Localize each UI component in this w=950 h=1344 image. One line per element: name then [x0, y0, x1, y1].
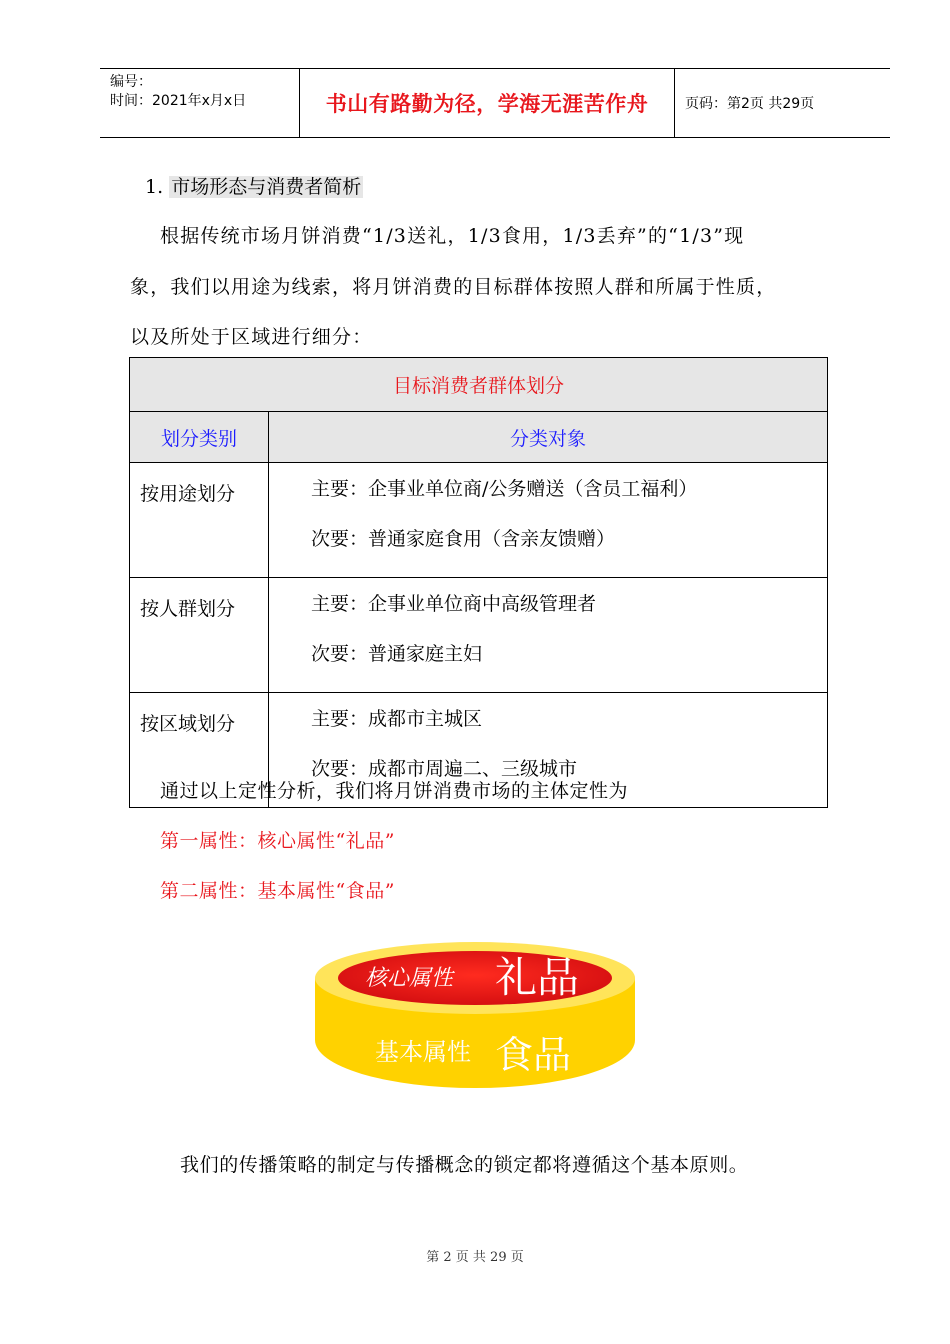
secondary-object: 次要：普通家庭主妇 — [311, 643, 483, 665]
time-label: 时间：2021年x月x日 — [110, 93, 247, 109]
analysis-intro: 通过以上定性分析，我们将月饼消费市场的主体定性为 — [160, 780, 629, 802]
intro-line-1: 根据传统市场月饼消费“1/3送礼，1/3食用，1/3丢弃”的“1/3”现 — [160, 225, 745, 247]
first-attribute: 第一属性：核心属性“礼品” — [160, 830, 395, 852]
intro-line-2: 象，我们以用途为线索，将月饼消费的目标群体按照人群和所属于性质， — [130, 276, 777, 298]
table-title: 目标消费者群体划分 — [130, 358, 828, 412]
intro-line-3: 以及所处于区域进行细分： — [130, 326, 373, 348]
closing-statement: 我们的传播策略的制定与传播概念的锁定都将遵循这个基本原则。 — [180, 1154, 749, 1176]
secondary-object: 次要：成都市周遍二、三级城市 — [311, 758, 578, 780]
header-meta — [100, 69, 300, 137]
table-row — [130, 578, 828, 693]
row-category: 按区域划分 — [130, 693, 269, 808]
row-category: 按用途划分 — [130, 463, 269, 578]
secondary-object: 次要：普通家庭食用（含亲友馈赠） — [311, 528, 616, 550]
column-header-category: 划分类别 — [130, 412, 269, 463]
header-motto: 书山有路勤为径，学海无涯苦作舟 — [300, 69, 675, 137]
number-label: 编号： — [110, 74, 152, 90]
core-big-label: 礼品 — [495, 953, 580, 1002]
attribute-cylinder-graphic — [310, 940, 640, 1090]
segmentation-table — [129, 357, 828, 808]
second-attribute: 第二属性：基本属性“食品” — [160, 880, 395, 902]
header-page-label: 页码：第2页 共29页 — [685, 96, 815, 112]
page-footer: 第 2 页 共 29 页 — [426, 1250, 524, 1265]
base-small-label: 基本属性 — [375, 1038, 471, 1066]
base-big-label: 食品 — [495, 1033, 572, 1077]
section-number: 1. — [145, 176, 164, 198]
section-title-text: 市场形态与消费者简析 — [171, 176, 362, 198]
primary-object: 主要：企事业单位商中高级管理者 — [311, 593, 597, 615]
primary-object: 主要：企事业单位商/公务赠送（含员工福利） — [311, 478, 698, 500]
section-title — [145, 172, 363, 199]
primary-object: 主要：成都市主城区 — [311, 708, 483, 730]
page-header — [100, 68, 890, 138]
table-row — [130, 463, 828, 578]
row-objects — [269, 578, 828, 693]
core-small-label: 核心属性 — [365, 966, 454, 991]
row-category: 按人群划分 — [130, 578, 269, 693]
column-header-object: 分类对象 — [269, 412, 828, 463]
row-objects — [269, 463, 828, 578]
